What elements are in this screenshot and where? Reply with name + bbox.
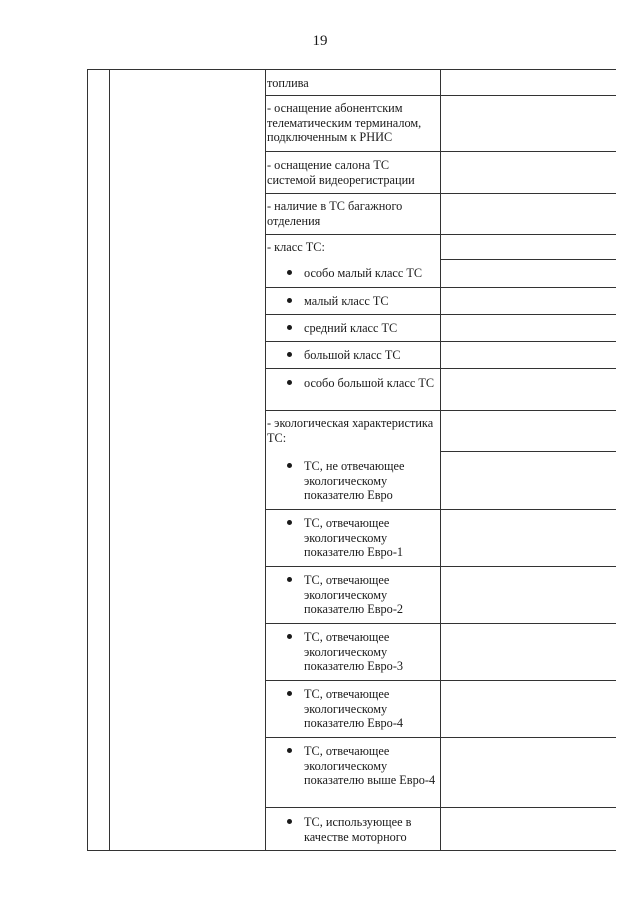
row-divider [265,807,616,808]
bullet-icon [287,819,292,824]
row-divider [265,566,616,567]
row-divider [265,287,616,288]
row-text-vehicle-class: - класс ТС: [267,240,325,254]
row-text-luggage: - наличие в ТС багажного отделения [267,199,403,228]
row-text-euro-3: ТС, отвечающее экологическому показателю Евро-3 [304,630,404,673]
bullet-icon [287,748,292,753]
row-text-class-small: малый класс ТС [304,294,389,308]
bullet-icon [287,634,292,639]
bullet-icon [287,270,292,275]
row-divider [265,314,616,315]
row-text-class-extra-small: особо малый класс ТС [304,266,423,280]
row-subdivider [440,451,616,452]
row-text-euro-4: ТС, отвечающее экологическому показателю Евро-4 [304,687,404,730]
row-text-euro-1: ТС, отвечающее экологическому показателю Евро-1 [304,516,404,559]
column-divider-1 [109,70,110,850]
column-divider-3 [440,70,441,850]
column-divider-2 [265,70,266,850]
row-text-euro-above-4: ТС, отвечающее экологическому показателю выше Евро-4 [304,744,436,787]
bullet-icon [287,520,292,525]
bullet-icon [287,380,292,385]
row-text-video-recording: - оснащение салона ТС системой видеорегистрации [267,158,415,187]
row-text-class-extra-large: особо большой класс ТС [304,376,435,390]
row-subdivider [440,259,616,260]
row-text-fuel: топлива [267,76,309,90]
bullet-icon [287,325,292,330]
bullet-icon [287,577,292,582]
row-divider [265,623,616,624]
row-divider [265,410,616,411]
row-divider [265,151,616,152]
row-text-motor-fuel: ТС, использующее в качестве моторного [304,815,412,844]
row-text-telematic-terminal: - оснащение абонентским телематическим терминалом, подключенным к РНИС [267,101,422,144]
row-text-euro-none: ТС, не отвечающее экологическому показателю Евро [304,459,405,502]
bullet-icon [287,298,292,303]
row-divider [265,95,616,96]
row-divider [265,368,616,369]
page-number: 19 [312,33,328,49]
row-divider [265,234,616,235]
row-divider [265,737,616,738]
row-divider [265,509,616,510]
row-text-class-medium: средний класс ТС [304,321,398,335]
row-divider [265,680,616,681]
row-divider [265,193,616,194]
bullet-icon [287,463,292,468]
bullet-icon [287,691,292,696]
bullet-icon [287,352,292,357]
row-divider [265,341,616,342]
row-text-euro-2: ТС, отвечающее экологическому показателю Евро-2 [304,573,404,616]
row-text-class-large: большой класс ТС [304,348,401,362]
row-text-ecological: - экологическая характеристика ТС: [267,416,434,445]
